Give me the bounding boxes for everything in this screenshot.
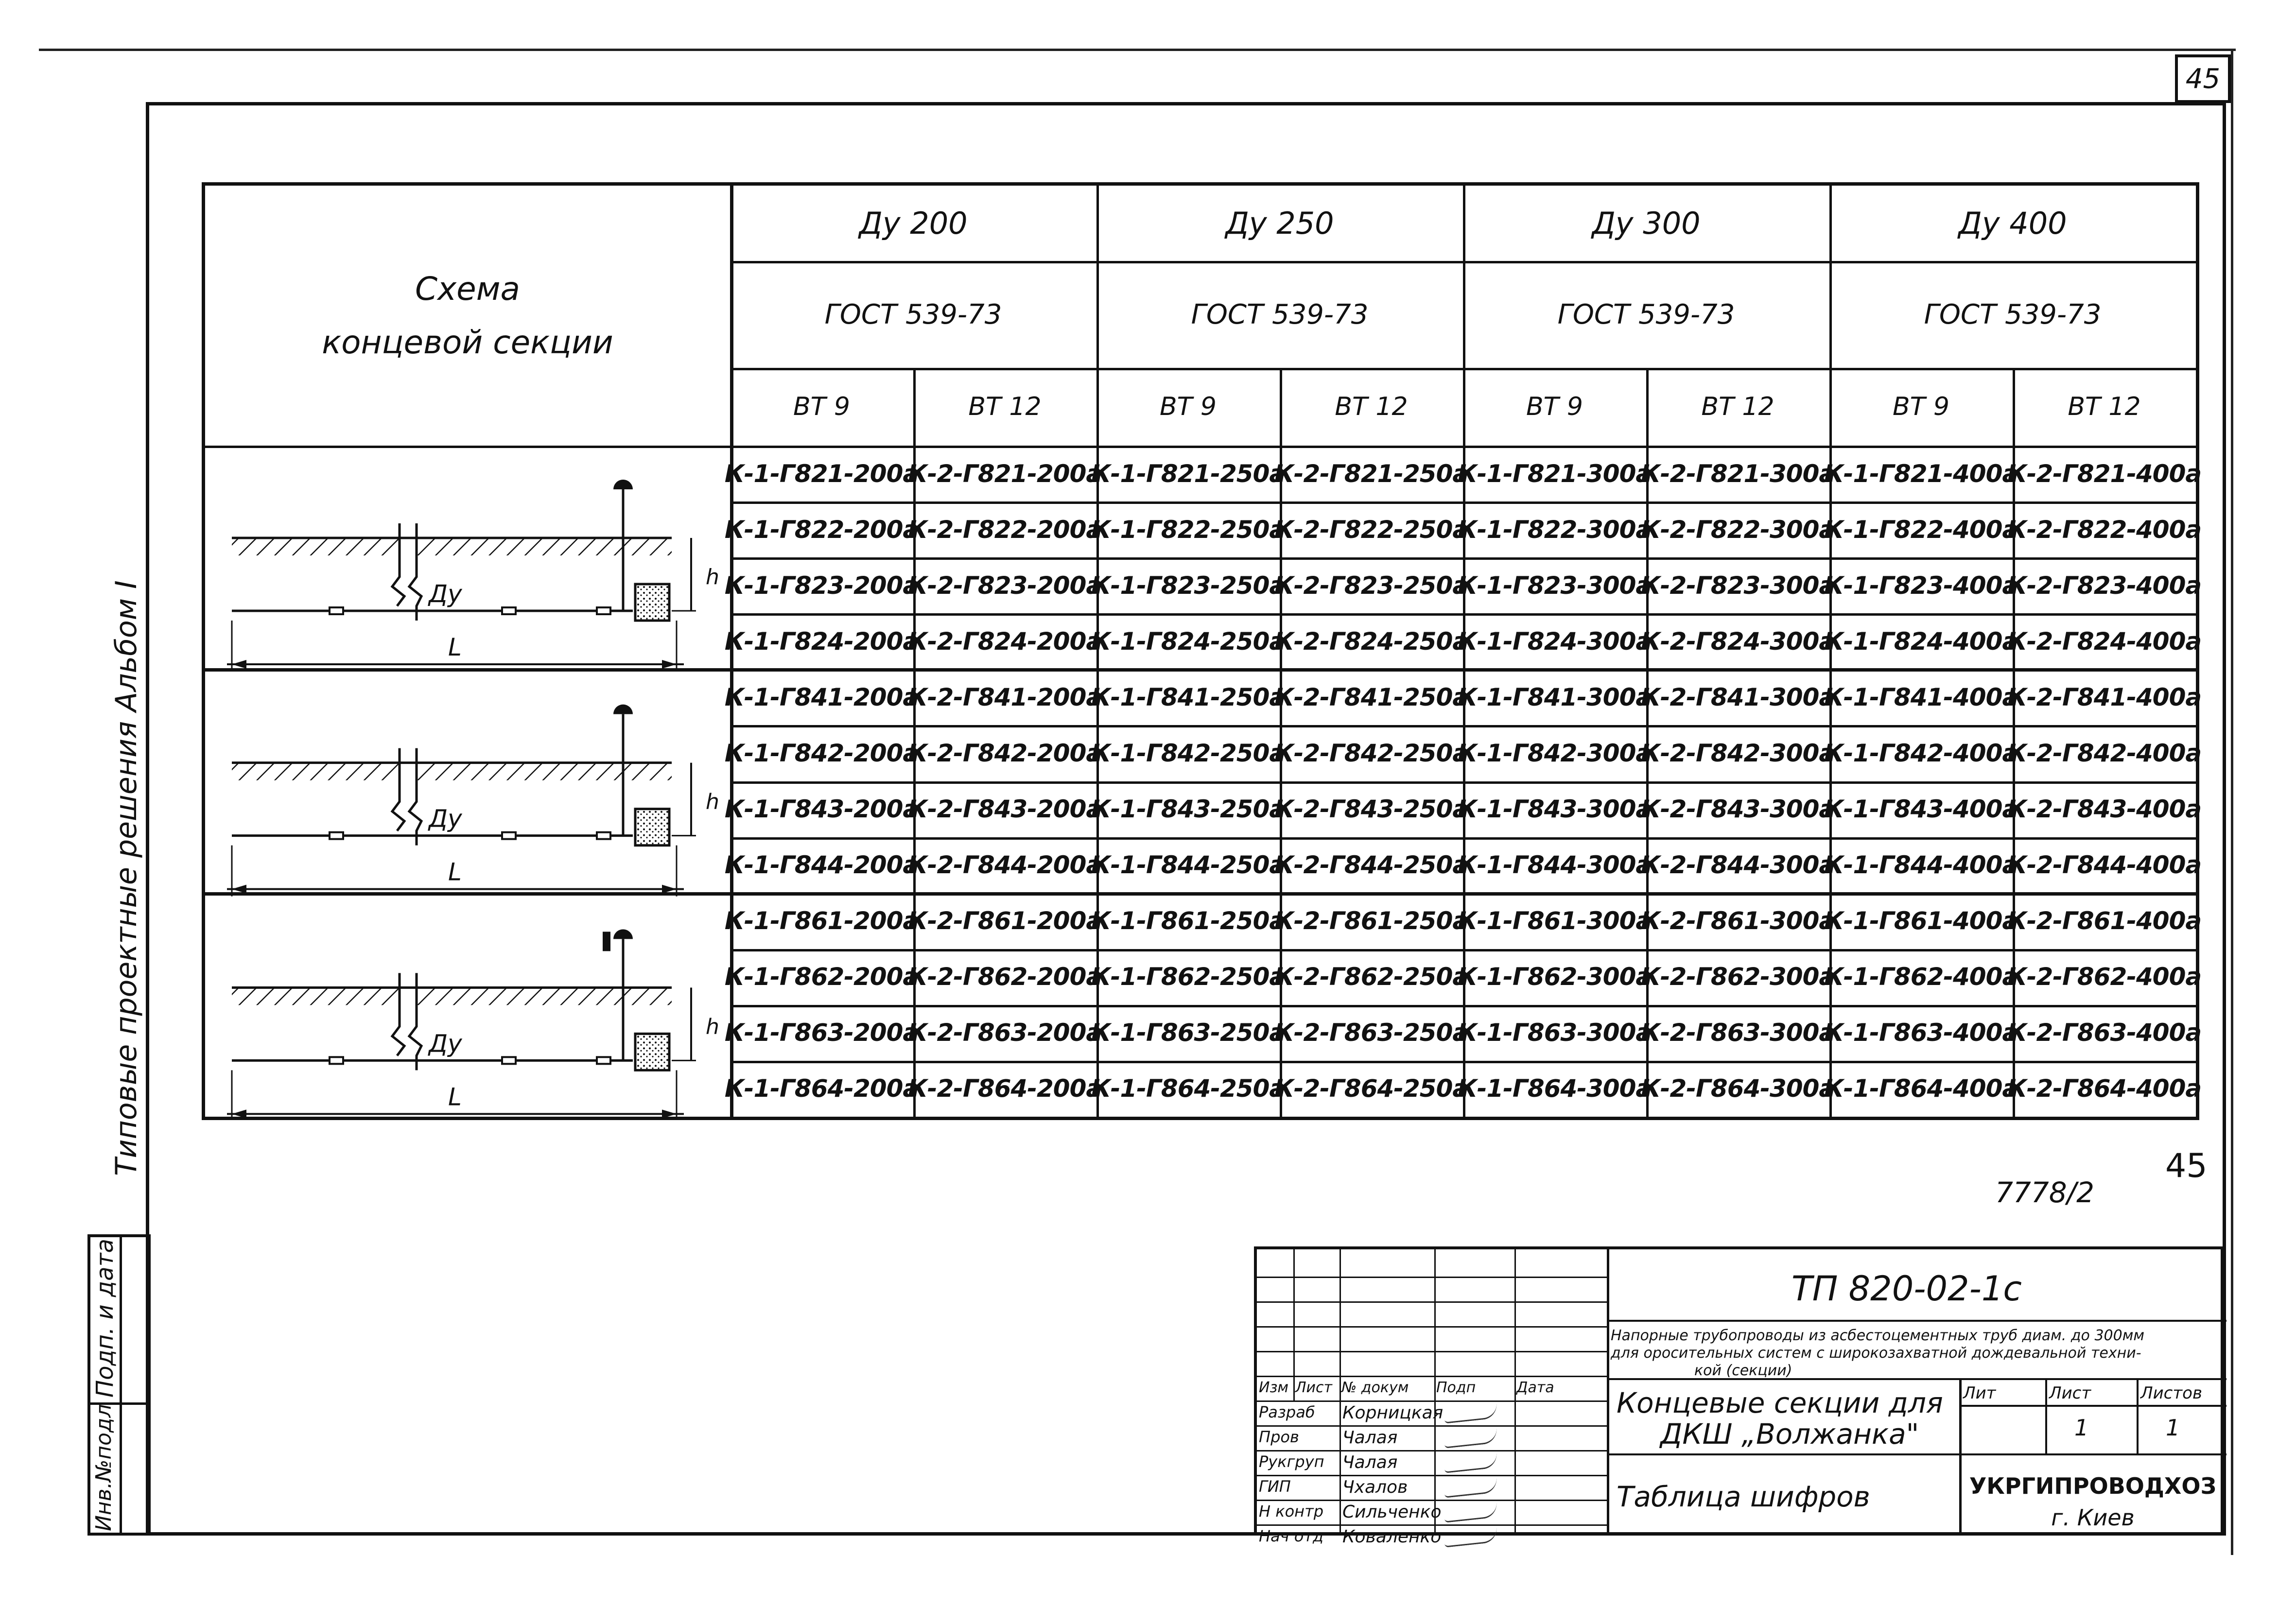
cipher-cell: К-1-Г822-300а: [1457, 515, 1652, 544]
du-header: Ду 250: [1225, 206, 1334, 241]
class-header: ВТ 9: [1892, 392, 1950, 421]
signature: [1444, 1527, 1498, 1547]
cipher-cell: К-1-Г824-400а: [1824, 627, 2018, 656]
cipher-cell: К-1-Г843-200а: [724, 795, 919, 824]
signature: [1444, 1452, 1498, 1473]
lit-header: Листов: [2140, 1383, 2203, 1403]
cipher-cell: К-1-Г862-200а: [724, 963, 919, 991]
cipher-cell: К-1-Г842-400а: [1824, 739, 2018, 767]
cipher-cell: К-2-Г821-250а: [1274, 459, 1469, 488]
sheet-subtitle: Таблица шифров: [1617, 1480, 1870, 1513]
cipher-cell: К-2-Г822-250а: [1274, 515, 1469, 544]
cipher-cell: К-2-Г823-200а: [907, 571, 1102, 600]
title-block-col-header: Дата: [1516, 1379, 1554, 1396]
cipher-cell: К-1-Г822-200а: [724, 515, 919, 544]
cipher-cell: К-2-Г842-200а: [907, 739, 1102, 767]
cipher-cell: К-1-Г821-300а: [1457, 459, 1652, 488]
project-desc-line-2: для оросительных систем с широкозахватной дождевальной техни-: [1611, 1345, 2141, 1362]
drawing-number: 7778/2: [1995, 1176, 2095, 1209]
cipher-cell: К-2-Г864-200а: [907, 1074, 1102, 1103]
cipher-cell: К-1-Г864-300а: [1457, 1074, 1652, 1103]
cipher-cell: К-2-Г864-250а: [1274, 1074, 1469, 1103]
cipher-cell: К-1-Г843-250а: [1091, 795, 1286, 824]
cipher-cell: К-2-Г861-200а: [907, 907, 1102, 935]
cipher-cell: К-1-Г863-250а: [1091, 1019, 1286, 1047]
scheme-drawings: [205, 446, 730, 1120]
lit-value: 1: [2074, 1415, 2089, 1441]
cipher-cell: К-1-Г863-200а: [724, 1019, 919, 1047]
lit-header: Лит: [1963, 1383, 1996, 1403]
depth-label: h: [706, 789, 719, 814]
title-block-person: Корницкая: [1342, 1403, 1444, 1423]
cipher-cell: К-2-Г822-200а: [907, 515, 1102, 544]
title-block-person: Сильченко: [1342, 1502, 1442, 1522]
title-block-col-header: Лист: [1295, 1379, 1333, 1396]
cipher-cell: К-1-Г861-300а: [1457, 907, 1652, 935]
cipher-cell: К-2-Г842-250а: [1274, 739, 1469, 767]
cipher-cell: К-1-Г824-250а: [1091, 627, 1286, 656]
cipher-cell: К-1-Г824-300а: [1457, 627, 1652, 656]
class-header: ВТ 12: [968, 392, 1042, 421]
cipher-cell: К-1-Г862-400а: [1824, 963, 2018, 991]
title-block-col-header: Подп: [1436, 1379, 1476, 1396]
class-header: ВТ 12: [1701, 392, 1774, 421]
cipher-cell: К-2-Г822-400а: [2007, 515, 2202, 544]
cipher-cell: К-1-Г821-200а: [724, 459, 919, 488]
cipher-cell: К-1-Г841-300а: [1457, 683, 1652, 711]
cipher-cell: К-2-Г823-400а: [2007, 571, 2202, 600]
cipher-cell: К-1-Г864-250а: [1091, 1074, 1286, 1103]
side-stamp-inv-label: Инв.№подл: [91, 1404, 116, 1531]
cipher-cell: К-1-Г823-300а: [1457, 571, 1652, 600]
outer-border-top: [39, 49, 2236, 51]
cipher-cell: К-2-Г844-250а: [1274, 851, 1469, 880]
cipher-cell: К-2-Г842-300а: [1640, 739, 1835, 767]
depth-label: h: [706, 565, 719, 589]
project-desc-line-1: Напорные трубопроводы из асбестоцементных труб диам. до 300мм: [1611, 1327, 2144, 1344]
cipher-cell: К-2-Г821-200а: [907, 459, 1102, 488]
scheme-block: [227, 705, 719, 897]
cipher-cell: К-2-Г841-200а: [907, 683, 1102, 711]
title-block-role: Нач отд: [1259, 1527, 1324, 1545]
cipher-cell: К-1-Г861-200а: [724, 907, 919, 935]
cipher-cell: К-1-Г821-400а: [1824, 459, 2018, 488]
cipher-cell: К-1-Г823-200а: [724, 571, 919, 600]
cipher-cell: К-2-Г861-250а: [1274, 907, 1469, 935]
cipher-cell: К-2-Г861-400а: [2007, 907, 2202, 935]
cipher-cell: К-1-Г863-400а: [1824, 1019, 2018, 1047]
cipher-cell: К-1-Г841-200а: [724, 683, 919, 711]
cipher-cell: К-2-Г844-200а: [907, 851, 1102, 880]
title-block-col-header: № докум: [1341, 1379, 1409, 1396]
signature: [1444, 1477, 1498, 1498]
scheme-header-line-2: концевой секции: [322, 323, 613, 361]
cipher-cell: К-2-Г864-300а: [1640, 1074, 1835, 1103]
cipher-cell: К-2-Г824-400а: [2007, 627, 2202, 656]
cipher-cell: К-1-Г841-400а: [1824, 683, 2018, 711]
cipher-cell: К-1-Г823-250а: [1091, 571, 1286, 600]
org-city: г. Киев: [2051, 1504, 2135, 1531]
signature: [1444, 1403, 1498, 1423]
cipher-cell: К-2-Г824-250а: [1274, 627, 1469, 656]
cipher-cell: К-1-Г842-200а: [724, 739, 919, 767]
title-block-person: Коваленко: [1342, 1527, 1442, 1547]
cipher-cell: К-2-Г861-300а: [1640, 907, 1835, 935]
cipher-cell: К-1-Г864-400а: [1824, 1074, 2018, 1103]
cipher-cell: К-1-Г862-300а: [1457, 963, 1652, 991]
cipher-cell: К-2-Г822-300а: [1640, 515, 1835, 544]
cipher-cell: К-2-Г863-400а: [2007, 1019, 2202, 1047]
length-label: L: [448, 1083, 462, 1111]
cipher-cell: К-2-Г843-250а: [1274, 795, 1469, 824]
gost-header: ГОСТ 539-73: [824, 298, 1002, 330]
outer-border-right: [2231, 49, 2233, 1555]
title-block-person: Чалая: [1342, 1428, 1398, 1448]
diameter-label: Ду: [429, 580, 462, 608]
sheet-title-line-1: Концевые секции для: [1617, 1386, 1943, 1419]
class-header: ВТ 9: [793, 392, 851, 421]
cipher-cell: К-2-Г843-400а: [2007, 795, 2202, 824]
sheet-title-line-2: ДКШ „Волжанка": [1660, 1417, 1919, 1451]
cipher-cell: К-2-Г823-300а: [1640, 571, 1835, 600]
project-code: ТП 820-02-1с: [1792, 1269, 2022, 1309]
du-header: Ду 400: [1958, 206, 2067, 241]
cipher-cell: К-2-Г862-400а: [2007, 963, 2202, 991]
cipher-cell: К-1-Г844-400а: [1824, 851, 2018, 880]
gost-header: ГОСТ 539-73: [1924, 298, 2102, 330]
scheme-header-line-1: Схема: [415, 270, 520, 308]
title-block-role: Н контр: [1259, 1502, 1324, 1521]
cipher-cell: К-2-Г841-300а: [1640, 683, 1835, 711]
handwritten-sheet-number: 45: [2165, 1147, 2208, 1185]
title-block-role: Пров: [1259, 1428, 1299, 1446]
album-title: Типовые проектные решения Альбом I: [109, 580, 143, 1176]
side-stamp: [87, 1234, 151, 1536]
signature: [1444, 1428, 1498, 1448]
cipher-cell: К-1-Г864-200а: [724, 1074, 919, 1103]
cipher-cell: К-2-Г863-250а: [1274, 1019, 1469, 1047]
cipher-cell: К-1-Г862-250а: [1091, 963, 1286, 991]
length-label: L: [448, 633, 462, 661]
scheme-header: [205, 186, 730, 446]
diameter-label: Ду: [429, 804, 462, 833]
cipher-cell: К-2-Г821-300а: [1640, 459, 1835, 488]
cipher-cell: К-2-Г824-200а: [907, 627, 1102, 656]
project-desc-line-3: кой (секции): [1694, 1362, 1792, 1379]
cipher-cell: К-2-Г824-300а: [1640, 627, 1835, 656]
cipher-cell: К-1-Г844-250а: [1091, 851, 1286, 880]
cipher-cell: К-1-Г822-400а: [1824, 515, 2018, 544]
cipher-cell: К-2-Г863-200а: [907, 1019, 1102, 1047]
scheme-block: [227, 480, 719, 672]
cipher-cell: К-2-Г841-400а: [2007, 683, 2202, 711]
title-block-person: Чалая: [1342, 1452, 1398, 1472]
diameter-label: Ду: [429, 1029, 462, 1058]
depth-label: h: [706, 1014, 719, 1039]
cipher-cell: К-1-Г824-200а: [724, 627, 919, 656]
title-block-role: ГИП: [1259, 1477, 1291, 1496]
lit-value: 1: [2166, 1415, 2180, 1441]
lit-header: Лист: [2049, 1383, 2091, 1403]
title-block-person: Чхалов: [1342, 1477, 1408, 1497]
sheet-number: 45: [2175, 54, 2231, 103]
org-name: УКРГИПРОВОДХОЗ: [1969, 1473, 2217, 1499]
cipher-cell: К-2-Г823-250а: [1274, 571, 1469, 600]
side-stamp-sign-label: Подп. и дата: [91, 1239, 119, 1398]
length-label: L: [448, 858, 462, 886]
class-header: ВТ 9: [1526, 392, 1583, 421]
du-header: Ду 200: [859, 206, 968, 241]
signature: [1444, 1502, 1498, 1522]
scheme-block: [227, 929, 719, 1120]
cipher-cell: К-2-Г863-300а: [1640, 1019, 1835, 1047]
cipher-cell: К-2-Г821-400а: [2007, 459, 2202, 488]
title-block-role: Разраб: [1259, 1403, 1315, 1421]
du-header: Ду 300: [1592, 206, 1701, 241]
cipher-cell: К-1-Г844-300а: [1457, 851, 1652, 880]
cipher-table: [202, 182, 2202, 1120]
gost-header: ГОСТ 539-73: [1191, 298, 1369, 330]
cipher-cell: К-2-Г843-200а: [907, 795, 1102, 824]
cipher-cell: К-1-Г843-300а: [1457, 795, 1652, 824]
cipher-cell: К-1-Г822-250а: [1091, 515, 1286, 544]
cipher-cell: К-2-Г844-300а: [1640, 851, 1835, 880]
title-block-role: Рукгруп: [1259, 1452, 1324, 1471]
title-block-col-header: Изм: [1259, 1379, 1289, 1396]
class-header: ВТ 9: [1159, 392, 1217, 421]
cipher-cell: К-2-Г843-300а: [1640, 795, 1835, 824]
cipher-cell: К-2-Г862-250а: [1274, 963, 1469, 991]
class-header: ВТ 12: [1335, 392, 1408, 421]
cipher-cell: К-2-Г862-200а: [907, 963, 1102, 991]
cipher-cell: К-2-Г842-400а: [2007, 739, 2202, 767]
cipher-cell: К-1-Г842-300а: [1457, 739, 1652, 767]
cipher-cell: К-1-Г842-250а: [1091, 739, 1286, 767]
cipher-cell: К-2-Г864-400а: [2007, 1074, 2202, 1103]
class-header: ВТ 12: [2068, 392, 2141, 421]
cipher-cell: К-1-Г863-300а: [1457, 1019, 1652, 1047]
cipher-cell: К-2-Г844-400а: [2007, 851, 2202, 880]
cipher-cell: К-1-Г821-250а: [1091, 459, 1286, 488]
cipher-cell: К-1-Г861-400а: [1824, 907, 2018, 935]
title-block: [1254, 1246, 2224, 1547]
cipher-cell: К-1-Г841-250а: [1091, 683, 1286, 711]
cipher-cell: К-1-Г823-400а: [1824, 571, 2018, 600]
cipher-cell: К-1-Г844-200а: [724, 851, 919, 880]
cipher-cell: К-2-Г841-250а: [1274, 683, 1469, 711]
cipher-cell: К-2-Г862-300а: [1640, 963, 1835, 991]
gost-header: ГОСТ 539-73: [1557, 298, 1735, 330]
cipher-cell: К-1-Г861-250а: [1091, 907, 1286, 935]
cipher-cell: К-1-Г843-400а: [1824, 795, 2018, 824]
